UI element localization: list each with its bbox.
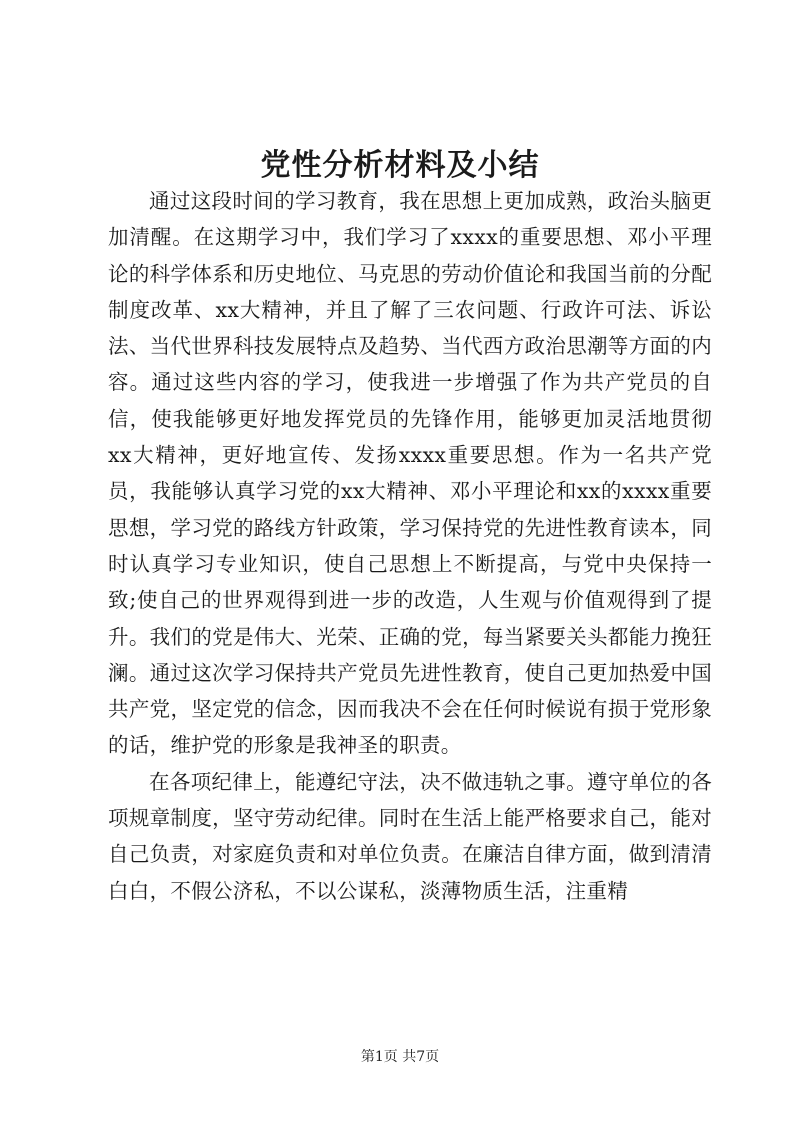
- paragraph: 在各项纪律上，能遵纪守法，决不做违轨之事。遵守单位的各项规章制度，坚守劳动纪律。同时在生活上能严格要求自己，能对自己负责，对家庭负责和对单位负责。在廉洁自律方面，做到清清白白，不假公济私，不以公谋私，淡薄物质生活，注重精: [108, 769, 712, 903]
- page-number-footer: 第1页 共7页: [360, 1049, 440, 1065]
- paragraph: 通过这段时间的学习教育，我在思想上更加成熟，政治头脑更加清醒。在这期学习中，我们学习了xxxx的重要思想、邓小平理论的科学体系和历史地位、马克思的劳动价值论和我国当前的分配制度改革、xx大精神，并且了解了三农问题、行政许可法、诉讼法、当代世界科技发展特点及趋势、当代西方政治思潮等方面的内容。通过这些内容的学习，使我进一步增强了作为共产党员的自信，使我能够更好地发挥党员的先锋作用，能够更加灵活地贯彻xx大精神，更好地宣传、发扬xxxx重要思想。作为一名共产党员，我能够认真学习党的xx大精神、邓小平理论和xx的xxxx重要思想，学习党的路线方针政策，学习保持党的先进性教育读本，同时认真学习专业知识，使自己思想上不断提高，与党中央保持一致;使自己的世界观得到进一步的改造，人生观与价值观得到了提升。我们的党是伟大、光荣、正确的党，每当紧要关头都能力挽狂澜。通过这次学习保持共产党员先进性教育，使自己更加热爱中国共产党，坚定党的信念，因而我决不会在任何时候说有损于党形象的话，维护党的形象是我神圣的职责。: [108, 189, 712, 758]
- document-title: 党性分析材料及小结: [260, 148, 540, 183]
- document-body: [108, 183, 712, 909]
